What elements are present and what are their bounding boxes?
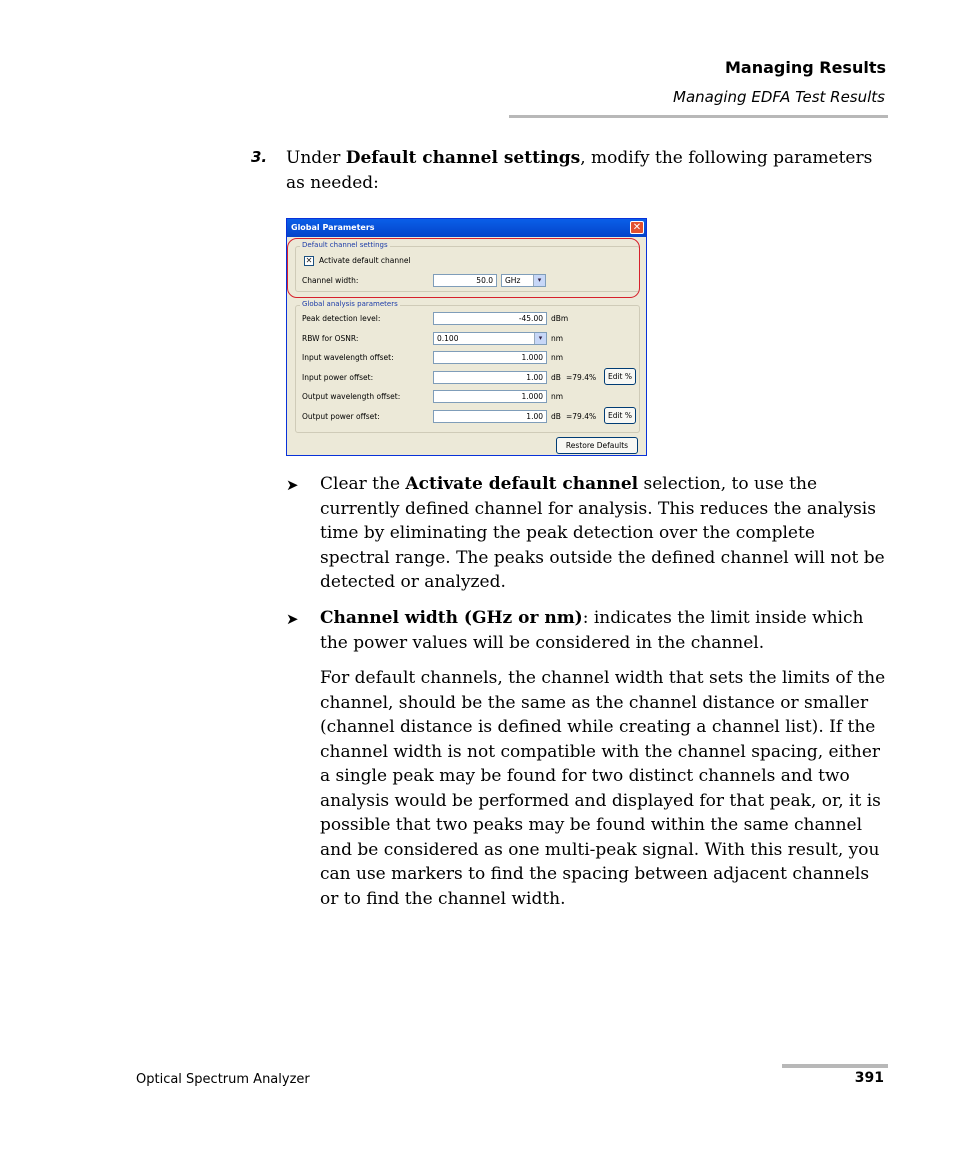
bullet-1-bold: Activate default channel — [405, 474, 639, 494]
bullet-1-text — [320, 472, 886, 595]
bullet-arrow-icon: ➤ — [286, 476, 299, 494]
output-power-input[interactable]: 1.00 — [433, 410, 547, 423]
output-wavelength-label: Output wavelength offset: — [302, 392, 401, 401]
bullet-2-text — [320, 606, 886, 655]
activate-default-channel-label: Activate default channel — [319, 256, 411, 265]
output-power-percent: =79.4% — [566, 412, 597, 421]
bullet-arrow-icon: ➤ — [286, 610, 299, 628]
header-rule — [509, 115, 888, 118]
close-icon[interactable]: ✕ — [630, 221, 644, 234]
footer-rule — [782, 1064, 888, 1068]
page-number: 391 — [854, 1070, 884, 1086]
output-power-label: Output power offset: — [302, 412, 380, 421]
input-power-unit: dB — [551, 373, 561, 382]
step-text — [286, 146, 886, 196]
channel-width-unit-value: GHz — [505, 276, 521, 285]
peak-detection-input[interactable]: -45.00 — [433, 312, 547, 325]
header-subtitle: Managing EDFA Test Results — [673, 88, 885, 106]
output-wavelength-input[interactable]: 1.000 — [433, 390, 547, 403]
note-paragraph: For default channels, the channel width that sets the limits of the channel, should be the same as the channel distance or smaller (channel distance is defined while creating a channel list). If the channel width is not compatible with the channel spacing, either a single peak may be found for two distinct channels and two analysis would be performed and displayed for that peak, or, it is possible that two peaks may be found within the same channel and be considered as one multi-peak signal. With this result, you can use markers to find the spacing between adjacent channels or to find the channel width. — [320, 668, 886, 909]
step-text-post: , modify the following parameters as needed: — [286, 148, 873, 193]
rbw-value: 0.100 — [437, 334, 459, 343]
bullet-1-post: selection, to use the currently defined channel for analysis. This reduces the analysis time by eliminating the peak detection over the complete spectral range. The peaks outside the defined channel will not be detected or analyzed. — [320, 474, 885, 592]
highlight-ellipse — [287, 238, 640, 298]
output-power-unit: dB — [551, 412, 561, 421]
rbw-select[interactable] — [433, 332, 547, 345]
input-power-label: Input power offset: — [302, 373, 374, 382]
channel-width-input[interactable]: 50.0 — [433, 274, 497, 287]
header-title: Managing Results — [725, 58, 886, 77]
input-power-edit-button[interactable]: Edit % — [604, 368, 636, 385]
footer-doc-title: Optical Spectrum Analyzer — [136, 1072, 310, 1087]
global-analysis-legend: Global analysis parameters — [302, 300, 398, 308]
step-text-pre: Under — [286, 148, 346, 168]
step-number: 3. — [251, 148, 268, 166]
default-channel-legend: Default channel settings — [302, 241, 388, 249]
input-wavelength-label: Input wavelength offset: — [302, 353, 394, 362]
bullet-1-pre: Clear the — [320, 474, 406, 494]
activate-default-channel-checkbox[interactable]: ✕ — [305, 256, 313, 265]
dialog-title: Global Parameters — [291, 223, 375, 232]
input-wavelength-input[interactable]: 1.000 — [433, 351, 547, 364]
bullet-2-post: : indicates the limit inside which the power values will be considered in the channel. — [320, 608, 864, 653]
input-wavelength-unit: nm — [551, 353, 564, 362]
output-power-edit-button[interactable]: Edit % — [604, 407, 636, 424]
rbw-label: RBW for OSNR: — [302, 334, 359, 343]
peak-detection-unit: dBm — [551, 314, 569, 323]
peak-detection-label: Peak detection level: — [302, 314, 381, 323]
output-wavelength-unit: nm — [551, 392, 564, 401]
chevron-down-icon[interactable]: ▾ — [533, 275, 545, 286]
global-analysis-group — [295, 300, 640, 433]
restore-defaults-button[interactable]: Restore Defaults — [556, 437, 638, 454]
chevron-down-icon[interactable]: ▾ — [534, 333, 546, 344]
channel-width-label: Channel width: — [302, 276, 359, 285]
dialog-titlebar — [287, 219, 646, 237]
step-text-bold: Default channel settings — [345, 148, 581, 168]
input-power-input[interactable]: 1.00 — [433, 371, 547, 384]
rbw-unit: nm — [551, 334, 564, 343]
input-power-percent: =79.4% — [566, 373, 597, 382]
bullet-2-bold: Channel width (GHz or nm) — [320, 608, 583, 628]
